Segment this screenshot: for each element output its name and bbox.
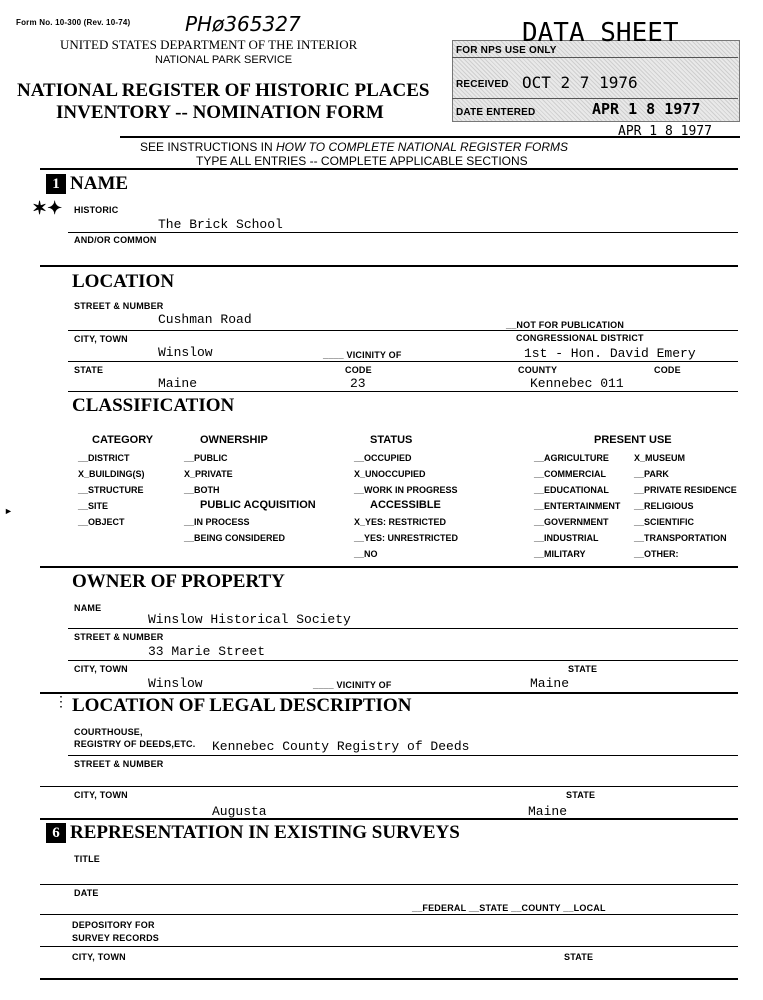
form-title-line1: NATIONAL REGISTER OF HISTORIC PLACES <box>17 80 430 101</box>
congress-label: CONGRESSIONAL DISTRICT <box>516 333 644 343</box>
legal-city-label: CITY, TOWN <box>74 790 128 800</box>
owner-city-label: CITY, TOWN <box>74 664 128 674</box>
category-object: __OBJECT <box>78 517 125 527</box>
section-title-location: LOCATION <box>72 271 175 292</box>
ownership-private: X_PRIVATE <box>184 469 233 479</box>
use-entertainment: __ENTERTAINMENT <box>534 501 621 511</box>
margin-arrow-icon: ► <box>4 506 13 516</box>
ownership-heading: OWNERSHIP <box>200 434 268 446</box>
use-park: __PARK <box>634 469 669 479</box>
owner-street-label: STREET & NUMBER <box>74 632 164 642</box>
section-title-classification: CLASSIFICATION <box>72 395 235 416</box>
use-museum: X_MUSEUM <box>634 453 686 463</box>
code2-label: CODE <box>654 365 681 375</box>
form-title-line2: INVENTORY -- NOMINATION FORM <box>56 102 384 123</box>
use-military: __MILITARY <box>534 549 586 559</box>
accessible-restricted: X_YES: RESTRICTED <box>354 517 447 527</box>
acquisition-in-process: __IN PROCESS <box>184 517 250 527</box>
historic-label: HISTORIC <box>74 205 119 215</box>
historic-value: The Brick School <box>158 217 283 232</box>
present-use-heading: PRESENT USE <box>594 434 672 446</box>
section-title-name: NAME <box>70 173 129 194</box>
instructions-line2: TYPE ALL ENTRIES -- COMPLETE APPLICABLE SECTIONS <box>196 154 528 168</box>
state-label: STATE <box>74 365 104 375</box>
category-building: X_BUILDING(S) <box>78 469 145 479</box>
department-name: UNITED STATES DEPARTMENT OF THE INTERIOR <box>60 37 358 52</box>
survey-date-label: DATE <box>74 888 99 898</box>
use-industrial: __INDUSTRIAL <box>534 533 599 543</box>
not-for-publication: __NOT FOR PUBLICATION <box>506 320 625 330</box>
category-site: __SITE <box>78 501 109 511</box>
use-agriculture: __AGRICULTURE <box>534 453 609 463</box>
data-sheet-label: DATA SHEET <box>522 18 679 48</box>
ownership-public: __PUBLIC <box>184 453 228 463</box>
state-value: Maine <box>158 376 198 391</box>
use-religious: __RELIGIOUS <box>634 501 694 511</box>
acquisition-considered: __BEING CONSIDERED <box>184 533 286 543</box>
owner-name-value: Winslow Historical Society <box>148 612 351 627</box>
status-occupied: __OCCUPIED <box>354 453 412 463</box>
owner-state-label: STATE <box>568 664 598 674</box>
survey-title-label: TITLE <box>74 854 100 864</box>
county-value: Kennebec 011 <box>530 376 624 391</box>
received-label: RECEIVED <box>456 79 509 90</box>
instructions-line1: SEE INSTRUCTIONS IN HOW TO COMPLETE NATIONAL REGISTER FORMS <box>140 140 569 154</box>
courthouse-value: Kennebec County Registry of Deeds <box>212 739 470 754</box>
margin-mark-icon: ⋮ <box>54 693 68 709</box>
accessible-no: __NO <box>354 549 378 559</box>
handwritten-id: PHø365327 <box>185 12 301 36</box>
courthouse-label1: COURTHOUSE, <box>74 727 143 737</box>
status-unoccupied: X_UNOCCUPIED <box>354 469 426 479</box>
survey-levels: __FEDERAL __STATE __COUNTY __LOCAL <box>412 903 606 913</box>
county-label: COUNTY <box>518 365 558 375</box>
service-name: NATIONAL PARK SERVICE <box>155 54 293 66</box>
category-district: __DISTRICT <box>78 453 130 463</box>
owner-street-value: 33 Marie Street <box>148 644 266 659</box>
common-label: AND/OR COMMON <box>74 235 157 245</box>
use-scientific: __SCIENTIFIC <box>634 517 695 527</box>
acquisition-heading: PUBLIC ACQUISITION <box>200 499 316 511</box>
apr-stamp: APR 1 8 1977 <box>618 124 712 139</box>
owner-vicinity-label: ____ VICINITY OF <box>313 680 392 690</box>
survey-city-label: CITY, TOWN <box>72 952 126 962</box>
vicinity-label: ____ VICINITY OF <box>323 350 402 360</box>
street-label: STREET & NUMBER <box>74 301 164 311</box>
received-date: OCT 2 7 1976 <box>522 73 638 92</box>
legal-street-label: STREET & NUMBER <box>74 759 164 769</box>
section-title-surveys: REPRESENTATION IN EXISTING SURVEYS <box>70 822 460 843</box>
category-heading: CATEGORY <box>92 434 154 446</box>
legal-state-label: STATE <box>566 790 596 800</box>
code-value: 23 <box>350 376 366 391</box>
form-number: Form No. 10-300 (Rev. 10-74) <box>16 18 131 27</box>
congress-value: 1st - Hon. David Emery <box>524 346 696 361</box>
street-value: Cushman Road <box>158 312 252 327</box>
section-number-6: 6 <box>46 823 66 843</box>
survey-state-label: STATE <box>564 952 594 962</box>
code-label: CODE <box>345 365 372 375</box>
city-label: CITY, TOWN <box>74 334 128 344</box>
use-government: __GOVERNMENT <box>534 517 609 527</box>
use-educational: __EDUCATIONAL <box>534 485 609 495</box>
section-title-legal: LOCATION OF LEGAL DESCRIPTION <box>72 695 412 716</box>
legal-city-value: Augusta <box>212 804 267 819</box>
owner-state-value: Maine <box>530 676 570 691</box>
use-commercial: __COMMERCIAL <box>534 469 607 479</box>
use-other: __OTHER: <box>634 549 679 559</box>
courthouse-label2: REGISTRY OF DEEDS,ETC. <box>74 739 196 749</box>
use-transportation: __TRANSPORTATION <box>634 533 727 543</box>
section-number-1: 1 <box>46 174 66 194</box>
owner-name-label: NAME <box>74 603 102 613</box>
owner-city-value: Winslow <box>148 676 203 691</box>
section-title-owner: OWNER OF PROPERTY <box>72 571 285 592</box>
depository-label1: DEPOSITORY FOR <box>72 920 155 930</box>
accessible-heading: ACCESSIBLE <box>370 499 441 511</box>
nps-use-label: FOR NPS USE ONLY <box>456 45 557 56</box>
ownership-both: __BOTH <box>184 485 220 495</box>
accessible-unrestricted: __YES: UNRESTRICTED <box>354 533 459 543</box>
category-structure: __STRUCTURE <box>78 485 144 495</box>
use-private-residence: __PRIVATE RESIDENCE <box>634 485 737 495</box>
date-entered-value: APR 1 8 1977 <box>592 100 701 118</box>
star-mark-icon: ✶✦ <box>32 198 63 218</box>
legal-state-value: Maine <box>528 804 568 819</box>
date-entered-label: DATE ENTERED <box>456 107 536 118</box>
status-work-in-progress: __WORK IN PROGRESS <box>354 485 458 495</box>
city-value: Winslow <box>158 345 213 360</box>
status-heading: STATUS <box>370 434 413 446</box>
depository-label2: SURVEY RECORDS <box>72 933 159 943</box>
